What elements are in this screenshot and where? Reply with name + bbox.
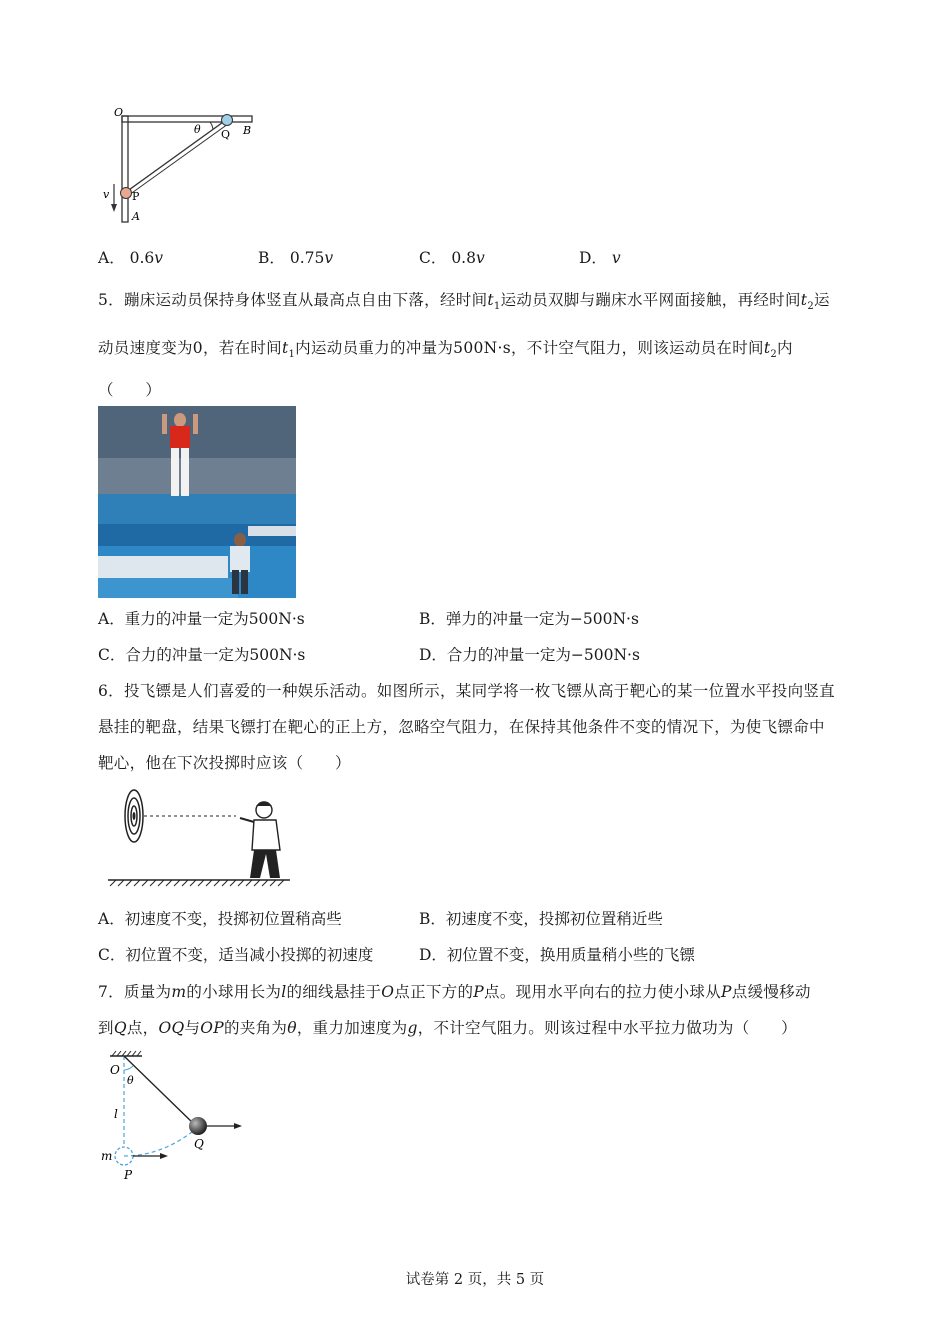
label-v: v [103, 188, 110, 201]
ball-q [222, 115, 233, 126]
q7-line2: 到Q点，OQ与OP的夹角为θ，重力加速度为g，不计空气阻力。则该过程中水平拉力做功为（ ） [98, 1019, 797, 1037]
label-l: l [114, 1107, 118, 1121]
page-footer: 试卷第 2 页，共 5 页 [405, 1272, 545, 1288]
q6-option-b[interactable]: B．初速度不变，投掷初位置稍近些 [419, 910, 663, 928]
label-o: O [114, 106, 124, 119]
q5-option-c[interactable]: C．合力的冲量一定为500N·s [98, 646, 306, 664]
label-p: P [132, 190, 140, 203]
label-p: P [124, 1168, 133, 1182]
q6-line1: 6．投飞镖是人们喜爱的一种娱乐活动。如图所示，某同学将一枚飞镖从高于靶心的某一位置水平投向竖直 [98, 682, 835, 700]
label-b: B [243, 124, 252, 137]
q4-option-d[interactable]: D． v [579, 249, 621, 267]
q4-option-b[interactable]: B． 0.75v [258, 249, 334, 267]
q4-option-c[interactable]: C． 0.8v [419, 249, 485, 267]
label-theta: θ [194, 123, 201, 136]
q6-option-c[interactable]: C．初位置不变，适当减小投掷的初速度 [98, 946, 374, 964]
q6-option-a[interactable]: A．初速度不变，投掷初位置稍高些 [98, 910, 342, 928]
label-theta: θ [127, 1074, 134, 1087]
q5-line2: 动员速度变为0，若在时间$t_1$内运动员重力的冲量为500N·s，不计空气阻力，则该运动员在时间$t_2$内 [98, 339, 793, 361]
label-q: Q [194, 1137, 204, 1151]
q4-option-a[interactable]: A． 0.6v [98, 249, 164, 267]
q6-line2: 悬挂的靶盘，结果飞镖打在靶心的正上方，忽略空气阻力，在保持其他条件不变的情况下，为使飞镖命中 [98, 718, 825, 736]
trampoline-photo [98, 406, 296, 598]
pendulum-figure [100, 1048, 250, 1182]
q5-option-b[interactable]: B．弹力的冲量一定为−500N·s [419, 610, 639, 628]
label-m: m [101, 1149, 113, 1163]
ball-p [121, 188, 132, 199]
q7-line1: 7．质量为m的小球用长为l的细线悬挂于O点正下方的P点。现用水平向右的拉力使小球从P点缓慢移动 [98, 983, 811, 1001]
q5-option-a[interactable]: A．重力的冲量一定为500N·s [98, 610, 305, 628]
q5-paren: （ ） [98, 381, 162, 399]
q6-line3: 靶心，他在下次投掷时应该（ ） [98, 754, 351, 772]
ball-q-pendulum [189, 1117, 207, 1135]
q6-option-d[interactable]: D．初位置不变，换用质量稍小些的飞镖 [419, 946, 695, 964]
q5-option-d[interactable]: D．合力的冲量一定为−500N·s [419, 646, 640, 664]
q4-figure [100, 104, 260, 228]
dart-figure [104, 786, 294, 890]
label-o: O [110, 1063, 120, 1077]
label-a: A [132, 210, 140, 223]
q5-line1: 5．蹦床运动员保持身体竖直从最高点自由下落，经时间$t_1$运动员双脚与蹦床水平网面接触，再经时间$t_2$运 [98, 291, 830, 313]
label-q: Q [221, 128, 231, 141]
